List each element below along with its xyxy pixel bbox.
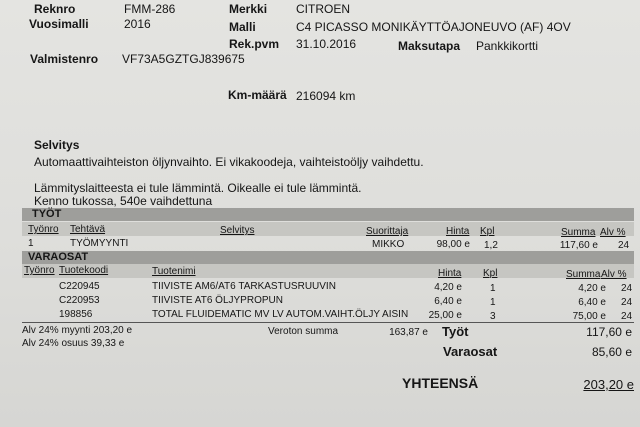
tyot-row-hinta: 98,00 e [436,239,470,250]
merkki-value: CITROEN [296,2,350,16]
varaosat-row-hinta: 4,20 e [434,282,462,293]
varaosat-col-summa: Summa [566,269,601,280]
tyot-col-alv: Alv % [600,227,626,238]
km-label: Km-määrä [228,88,287,102]
selvitys-line-3: Kenno tukossa, 540e vaihdettuna [34,194,213,208]
varaosat-title-band [22,251,634,264]
reknro-label: Reknro [34,2,76,16]
tyot-col-suorittaja: Suorittaja [366,226,409,237]
varaosat-row-hinta: 25,00 e [428,310,462,321]
veroton-label: Veroton summa [268,326,339,337]
varaosat-row-kpl: 3 [490,311,496,322]
alv-myynti: Alv 24% myynti 203,20 e [22,325,133,336]
tyot-row-alv: 24 [618,240,630,251]
reknro-value: FMM-286 [124,2,176,16]
varaosat-row-tuotekoodi: C220945 [59,281,100,292]
rekpvm-value: 31.10.2016 [296,37,357,51]
tyot-row-suorittaja: MIKKO [372,239,405,250]
tyot-header-band [22,222,634,236]
tyot-row-tyonro: 1 [28,238,34,249]
varaosat-row-kpl: 1 [490,283,496,294]
tyot-col-hinta: Hinta [446,226,470,237]
yhteensa-label: YHTEENSÄ [402,375,479,391]
varaosat-col-alv: Alv % [601,269,627,280]
veroton-value: 163,87 e [389,327,428,338]
summary-varaosat-label: Varaosat [443,344,498,359]
varaosat-col-tuotenimi: Tuotenimi [152,266,196,277]
tyot-title-band [22,208,634,221]
tyot-col-selvitys: Selvitys [220,225,255,236]
varaosat-row-tuotenimi: TOTAL FLUIDEMATIC MV LV AUTOM.VAIHT.ÖLJY AISIN [152,309,409,320]
tyot-row-kpl: 1,2 [484,240,498,251]
varaosat-col-kpl: Kpl [483,268,498,279]
valmistenro-value: VF73A5GZTGJ839675 [122,52,245,66]
varaosat-header-band [22,264,634,278]
yhteensa-value: 203,20 e [583,377,634,392]
malli-value: C4 PICASSO MONIKÄYTTÖAJONEUVO (AF) 4OV [296,20,571,34]
summary-tyot-value: 117,60 e [586,325,632,339]
tyot-row-tehtava: TYÖMYYNTI [70,238,129,249]
summary-varaosat-value: 85,60 e [591,345,632,359]
merkki-label: Merkki [229,2,268,16]
tyot-title: TYÖT [32,208,62,220]
varaosat-row-summa: 75,00 e [572,311,606,322]
valmistenro-label: Valmistenro [30,52,99,66]
selvitys-title: Selvitys [34,138,80,152]
vuosimalli-label: Vuosimalli [29,17,89,31]
varaosat-row-alv: 24 [621,311,633,322]
selvitys-line-2: Lämmityslaitteesta ei tule lämmintä. Oikealle ei tule lämmintä. [34,181,362,195]
varaosat-row-tuotekoodi: C220953 [59,295,100,306]
summary-tyot-label: Työt [442,324,469,339]
varaosat-row-tuotekoodi: 198856 [59,309,93,320]
varaosat-row-alv: 24 [621,283,633,294]
varaosat-row-hinta: 6,40 e [434,296,462,307]
maksutapa-label: Maksutapa [398,39,461,53]
vuosimalli-value: 2016 [124,17,151,31]
varaosat-title: VARAOSAT [28,251,89,263]
tyot-col-tehtava: Tehtävä [70,224,106,235]
selvitys-line-1: Automaattivaihteiston öljynvaihto. Ei vikakoodeja, vaihteistoöljy vaihdettu. [34,155,424,169]
varaosat-col-tyonro: Työnro [24,265,55,276]
tyot-row-summa: 117,60 e [559,240,598,251]
varaosat-row-tuotenimi: TIIVISTE AM6/AT6 TARKASTUSRUUVIN [152,281,336,292]
varaosat-row-tuotenimi: TIIVISTE AT6 ÖLJYPROPUN [152,295,283,306]
varaosat-col-tuotekoodi: Tuotekoodi [59,265,109,276]
varaosat-row-kpl: 1 [490,297,496,308]
km-value: 216094 km [296,89,356,103]
alv-osuus: Alv 24% osuus 39,33 e [22,338,125,349]
table-divider [22,322,634,323]
rekpvm-label: Rek.pvm [229,37,280,51]
tyot-col-summa: Summa [561,227,596,238]
varaosat-row-summa: 4,20 e [578,283,606,294]
maksutapa-value: Pankkikortti [476,39,539,53]
malli-label: Malli [229,20,256,34]
varaosat-row-summa: 6,40 e [578,297,606,308]
tyot-col-tyonro: Työnro [28,224,59,235]
varaosat-col-hinta: Hinta [438,268,462,279]
tyot-col-kpl: Kpl [480,226,495,237]
varaosat-row-alv: 24 [621,297,633,308]
